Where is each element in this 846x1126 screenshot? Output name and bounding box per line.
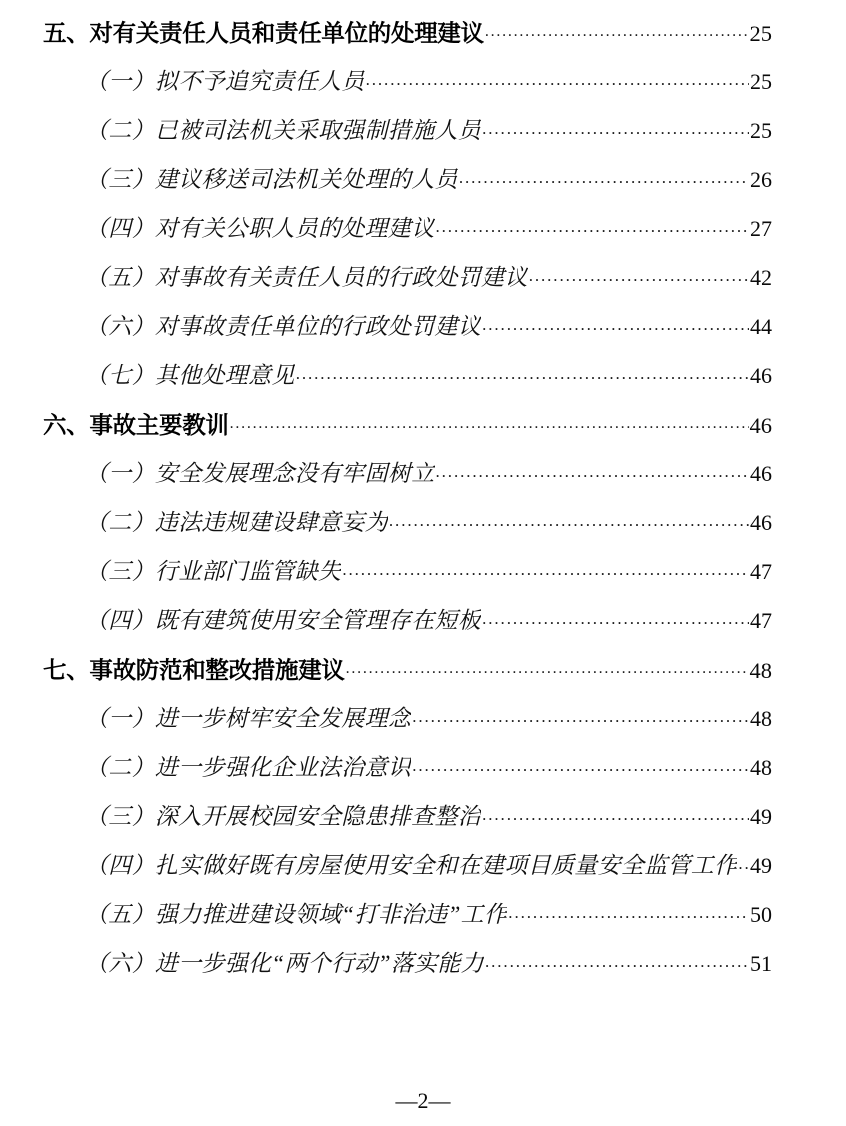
toc-entry[interactable] — [0, 945, 846, 994]
dot-leader — [529, 269, 749, 285]
toc-entry[interactable] — [0, 14, 846, 63]
toc-entry-label: （六）对事故责任单位的行政处罚建议 — [85, 314, 482, 339]
toc-entry-page-number: 25 — [749, 21, 772, 46]
toc-entry-page-number: 50 — [750, 902, 772, 927]
toc-entry[interactable] — [0, 308, 846, 357]
dot-leader — [436, 465, 750, 481]
toc-entry-page-number: 25 — [750, 69, 772, 94]
toc-entry[interactable] — [0, 749, 846, 798]
toc-entry-page-number: 26 — [750, 167, 772, 192]
toc-entry-label: 五、对有关责任人员和责任单位的处理建议 — [43, 19, 484, 47]
dot-leader — [342, 563, 749, 579]
toc-entry[interactable] — [0, 504, 846, 553]
toc-entry[interactable] — [0, 112, 846, 161]
toc-entry-label: （三）行业部门监管缺失 — [85, 559, 342, 584]
toc-entry-label: （五）对事故有关责任人员的行政处罚建议 — [85, 265, 528, 290]
toc-entry[interactable] — [0, 602, 846, 651]
toc-entry-page-number: 46 — [750, 461, 772, 486]
toc-entry-label: （二）进一步强化企业法治意识 — [85, 755, 412, 780]
toc-entry[interactable] — [0, 210, 846, 259]
dot-leader — [230, 417, 749, 433]
page-number-footer: —2— — [395, 1088, 451, 1113]
dot-leader — [485, 955, 749, 971]
dot-leader — [389, 514, 749, 530]
toc-entry-page-number: 51 — [750, 951, 772, 976]
toc-entry[interactable] — [0, 798, 846, 847]
dot-leader — [296, 367, 749, 383]
toc-entry-page-number: 46 — [750, 363, 772, 388]
toc-entry-label: （三）建议移送司法机关处理的人员 — [85, 167, 458, 192]
toc-entry-label: （四）既有建筑使用安全管理存在短板 — [85, 608, 482, 633]
toc-entry[interactable] — [0, 406, 846, 455]
dot-leader — [459, 171, 749, 187]
dot-leader — [412, 710, 749, 726]
toc-entry[interactable] — [0, 700, 846, 749]
toc-entry-label: （七）其他处理意见 — [85, 363, 295, 388]
toc-entry[interactable] — [0, 455, 846, 504]
toc-entry-page-number: 48 — [750, 706, 772, 731]
toc-entry[interactable] — [0, 259, 846, 308]
toc-entry-page-number: 46 — [749, 413, 772, 438]
toc-entry-page-number: 46 — [750, 510, 772, 535]
toc-entry[interactable] — [0, 357, 846, 406]
dot-leader — [346, 662, 749, 678]
toc-entry-label: （二）违法违规建设肆意妄为 — [85, 510, 388, 535]
toc-entry-label: （二）已被司法机关采取强制措施人员 — [85, 118, 482, 143]
toc-entry-label: （六）进一步强化“两个行动”落实能力 — [85, 951, 484, 976]
toc-entry-page-number: 44 — [750, 314, 772, 339]
toc-entry-label: （一）拟不予追究责任人员 — [85, 69, 365, 94]
dot-leader — [738, 857, 749, 873]
toc-entry[interactable] — [0, 896, 846, 945]
toc-entry-page-number: 48 — [749, 658, 772, 683]
table-of-contents — [0, 14, 846, 994]
toc-entry-label: （一）进一步树牢安全发展理念 — [85, 706, 412, 731]
toc-entry-label: 七、事故防范和整改措施建议 — [43, 656, 345, 684]
toc-entry-page-number: 42 — [750, 265, 772, 290]
toc-entry-page-number: 25 — [750, 118, 772, 143]
dot-leader — [482, 122, 749, 138]
dot-leader — [366, 73, 749, 89]
toc-entry[interactable] — [0, 847, 846, 896]
toc-entry-page-number: 47 — [750, 559, 772, 584]
dot-leader — [412, 759, 749, 775]
toc-entry-label: （五）强力推进建设领域“打非治违”工作 — [85, 902, 508, 927]
toc-entry-page-number: 48 — [750, 755, 772, 780]
dot-leader — [482, 318, 749, 334]
toc-entry-label: （四）扎实做好既有房屋使用安全和在建项目质量安全监管工作 — [85, 853, 738, 878]
toc-entry[interactable] — [0, 63, 846, 112]
toc-entry[interactable] — [0, 651, 846, 700]
dot-leader — [482, 808, 749, 824]
toc-entry-label: （三）深入开展校园安全隐患排查整治 — [85, 804, 482, 829]
dot-leader — [482, 612, 749, 628]
dot-leader — [436, 220, 750, 236]
toc-entry-page-number: 49 — [750, 804, 772, 829]
toc-entry[interactable] — [0, 553, 846, 602]
toc-entry-label: （四）对有关公职人员的处理建议 — [85, 216, 435, 241]
toc-entry-label: （一）安全发展理念没有牢固树立 — [85, 461, 435, 486]
dot-leader — [508, 906, 749, 922]
toc-entry-label: 六、事故主要教训 — [43, 411, 229, 439]
toc-entry-page-number: 49 — [750, 853, 772, 878]
toc-entry-page-number: 47 — [750, 608, 772, 633]
toc-entry-page-number: 27 — [750, 216, 772, 241]
dot-leader — [485, 25, 749, 41]
toc-entry[interactable] — [0, 161, 846, 210]
